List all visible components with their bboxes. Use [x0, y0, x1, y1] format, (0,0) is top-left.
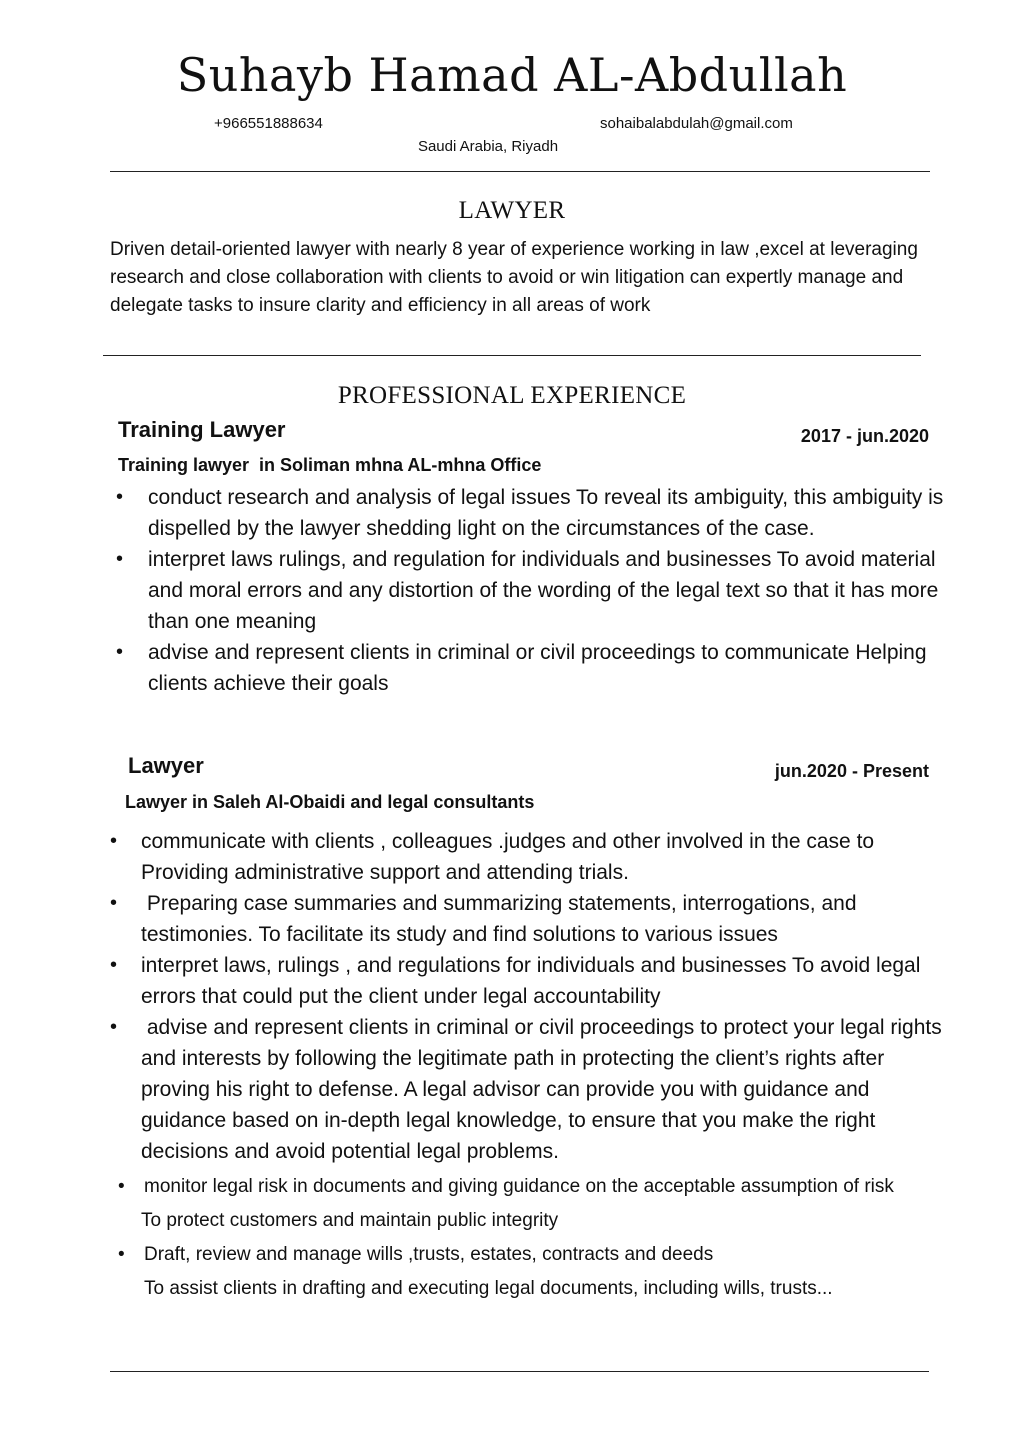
list-item: • communicate with clients , colleagues .judges and other involved in the case to Providing administrative support and attending trials.: [110, 826, 950, 888]
profile-divider: [103, 355, 921, 356]
job-role: Training Lawyer: [118, 417, 286, 442]
extra-responsibilities: [118, 1170, 998, 1306]
job-dates: 2017 - jun.2020: [800, 426, 929, 446]
list-item: • Draft, review and manage wills ,trusts, estates, contracts and deeds: [118, 1238, 998, 1272]
list-item: • interpret laws, rulings , and regulations for individuals and businesses To avoid legal errors that could put the client under legal accountability: [110, 950, 950, 1012]
footer-divider: [110, 1371, 929, 1372]
phone-number: +966551888634: [214, 115, 323, 132]
job-role: Lawyer: [128, 753, 204, 778]
list-item: • monitor legal risk in documents and giving guidance on the acceptable assumption of risk: [118, 1170, 998, 1204]
location: Saudi Arabia, Riyadh: [417, 138, 559, 155]
job-responsibilities: [110, 826, 950, 1167]
experience-title: PROFESSIONAL EXPERIENCE: [337, 382, 687, 409]
job-employer: Training lawyer in Soliman mhna AL-mhna Office: [118, 455, 542, 475]
list-item: • advise and represent clients in criminal or civil proceedings to communicate Helping clients achieve their goals: [110, 637, 945, 699]
list-item: • conduct research and analysis of legal issues To reveal its ambiguity, this ambiguity is dispelled by the lawyer shedding light on the circumstances of the case.: [110, 482, 945, 544]
bullet-icon: •: [118, 1244, 125, 1265]
profile-title: LAWYER: [458, 197, 566, 224]
list-item: • advise and represent clients in criminal or civil proceedings to protect your legal rights and interests by following the legitimate path in protecting the client’s rights after proving his right to defense. A legal advisor can provide you with guidance and guidance based on in-depth legal knowledge, to ensure that you make the right decisions and avoid potential legal problems.: [110, 1012, 950, 1167]
bullet-icon: •: [118, 1176, 125, 1197]
list-item-continuation: To assist clients in drafting and executing legal documents, including wills, trusts...: [144, 1278, 833, 1299]
list-item-continuation: To protect customers and maintain public integrity: [141, 1210, 559, 1231]
job-employer: Lawyer in Saleh Al-Obaidi and legal consultants: [125, 792, 535, 812]
list-item: • Preparing case summaries and summarizing statements, interrogations, and testimonies. To facilitate its study and find solutions to various issues: [110, 888, 950, 950]
list-item: • interpret laws rulings, and regulation for individuals and businesses To avoid material and moral errors and any distortion of the wording of the legal text so that it has more than one meaning: [110, 544, 945, 637]
job-dates: jun.2020 - Present: [774, 761, 929, 781]
header-divider: [110, 171, 930, 172]
job-responsibilities: [110, 482, 945, 699]
candidate-name: Suhayb Hamad AL-Abdullah: [176, 48, 848, 102]
email-address: sohaibalabdulah@gmail.com: [600, 115, 793, 132]
profile-summary: Driven detail-oriented lawyer with nearly 8 year of experience working in law ,excel at leveraging research and close collaboration with clients to avoid or win litigation can expertly manage and delegate tasks to insure clarity and efficiency in all areas of work: [110, 239, 918, 316]
